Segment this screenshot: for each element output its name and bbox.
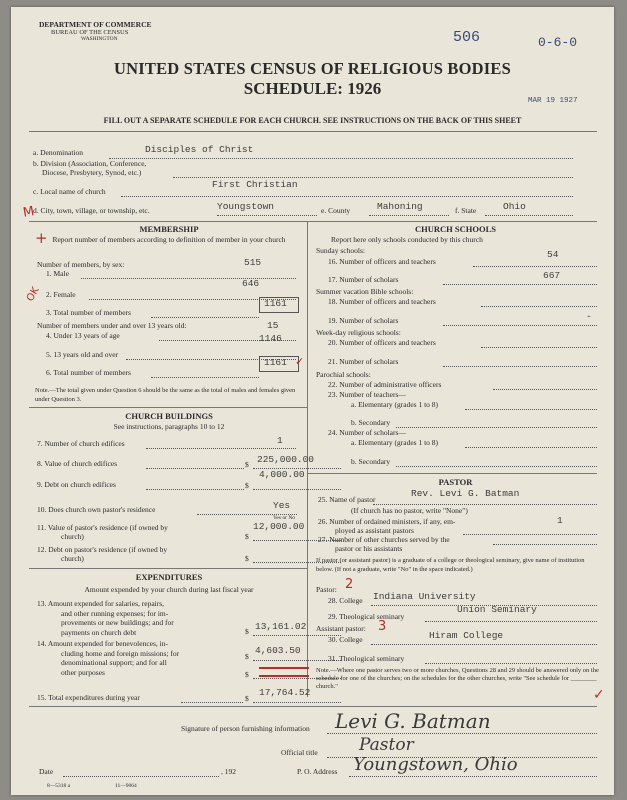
signature-handwritten: Levi G. Batman: [335, 709, 491, 733]
total-members-label-3: 3. Total number of members: [46, 308, 131, 317]
q30-value: Hiram College: [429, 630, 504, 641]
residence-value-amount: 12,000.00: [253, 521, 305, 532]
q28-label: 28. College: [328, 596, 363, 605]
form-code: 8—5318 a: [47, 783, 71, 789]
q19-value: -: [586, 311, 592, 322]
edifice-debt-amount: 4,000.00: [259, 469, 305, 480]
form-title: UNITED STATES CENSUS OF RELIGIOUS BODIES: [114, 59, 511, 78]
edifice-value-amount: 225,000.00: [257, 454, 315, 465]
pastor-name-label: 25. Name of pastor: [318, 495, 376, 504]
date-stamp: MAR 19 1927: [528, 97, 578, 105]
red-checkmark-members: ✓: [295, 355, 305, 368]
under-13-label: 4. Under 13 years of age: [46, 331, 120, 340]
q29-value: Union Seminary: [457, 604, 537, 615]
bureau-label: BUREAU OF THE CENSUS: [51, 29, 129, 36]
red-annotation-2: +: [35, 229, 48, 247]
over-13-value: 1146: [259, 333, 282, 344]
buildings-instruction: See instructions, paragraphs 10 to 12: [113, 422, 225, 431]
dollar-sign-12: $: [245, 554, 249, 563]
address-label: P. O. Address: [297, 767, 338, 776]
total-members-value-6: 1161: [264, 357, 287, 368]
under-13-value: 15: [267, 320, 279, 331]
residence-value-label: 11. Value of pastor's residence (if owned by church): [37, 523, 168, 541]
denomination-label: a. Denomination: [33, 148, 83, 157]
male-value: 515: [244, 257, 262, 268]
schools-intro: Report here only schools conducted by this church: [331, 235, 483, 244]
q20-label: 20. Number of officers and teachers: [328, 338, 436, 347]
red-annotation-assistant: 3: [378, 619, 387, 634]
signature-label: Signature of person furnishing information: [181, 724, 310, 733]
pastor-residence-value: Yes: [273, 500, 291, 511]
q24a-label: a. Elementary (grades 1 to 8): [351, 438, 439, 447]
expenditures-heading: EXPENDITURES: [135, 572, 203, 582]
total-members-label-6: 6. Total number of members: [46, 368, 131, 377]
ordained-value: 1: [557, 515, 563, 526]
female-value: 646: [242, 278, 260, 289]
total-expenditures-label: 15. Total expenditures during year: [37, 693, 140, 702]
expenses-amount: 13,161.02: [255, 621, 307, 632]
pastor-heading: PASTOR: [438, 477, 473, 487]
sunday-schools-label: Sunday schools:: [316, 246, 365, 255]
instruction-line: FILL OUT A SEPARATE SCHEDULE FOR EACH CHURCH. SEE INSTRUCTIONS ON THE BACK OF THIS SHEET: [103, 116, 522, 125]
ordained-label: 26. Number of ordained ministers, if any, em- ployed as assistant pastors: [318, 517, 456, 535]
weekday-schools-label: Week-day religious schools:: [316, 328, 401, 337]
date-label: Date: [39, 767, 54, 776]
print-code: 11—9064: [115, 783, 137, 789]
yes-or-no-hint: Yes or No: [273, 515, 296, 521]
over-13-label: 5. 13 years old and over: [46, 350, 119, 359]
city-label: WASHINGTON: [81, 36, 118, 42]
department-label: DEPARTMENT OF COMMERCE: [39, 20, 152, 29]
q17-value: 667: [543, 270, 561, 281]
code-stamp: 0-6-0: [538, 35, 578, 50]
dollar-sign-13: $: [245, 627, 249, 636]
document-number-stamp: 506: [453, 29, 481, 46]
female-label: 2. Female: [46, 290, 76, 299]
q28-value: Indiana University: [373, 591, 476, 602]
q16-label: 16. Number of officers and teachers: [328, 257, 436, 266]
q23-label: 23. Number of teachers—: [328, 390, 406, 399]
census-form: [11, 7, 614, 795]
red-checkmark-corner: ✓: [593, 687, 605, 703]
red-annotation-1: M: [21, 204, 36, 221]
expenditures-intro: Amount expended by your church during last fiscal year: [84, 585, 254, 594]
state-label: f. State: [455, 206, 477, 215]
church-name-label: c. Local name of church: [33, 187, 106, 196]
assistant-pastor-label: Assistant pastor:: [316, 624, 366, 633]
other-churches-label: 27. Number of other churches served by the pastor or his assistants: [318, 535, 450, 553]
red-annotation-pastor: 2: [345, 577, 354, 592]
q31-label: 31. Theological seminary: [328, 654, 405, 663]
q22-label: 22. Number of administrative officers: [328, 380, 442, 389]
schedule-title: SCHEDULE: 1926: [243, 79, 382, 98]
q24b-label: b. Secondary: [351, 457, 391, 466]
q30-label: 30. College: [328, 635, 363, 644]
vacation-schools-label: Summer vacation Bible schools:: [316, 287, 414, 296]
dollar-sign-11: $: [245, 532, 249, 541]
membership-note: Note.—The total given under Question 6 should be the same as the total of males and females given under Question 3.: [35, 387, 296, 403]
pastor-sub-label: Pastor:: [316, 585, 337, 594]
total-members-value-3: 1161: [264, 298, 287, 309]
q19-label: 19. Number of scholars: [328, 316, 399, 325]
q24-label: 24. Number of scholars—: [328, 428, 406, 437]
city-field-label: d. City, town, village, or township, etc.: [33, 206, 150, 215]
county-value: Mahoning: [377, 201, 423, 212]
q29-label: 29. Theological seminary: [328, 612, 405, 621]
address-value: Youngstown, Ohio: [353, 754, 518, 775]
pastor-residence-label: 10. Does church own pastor's residence: [37, 505, 156, 514]
pastor-note: Note.—Where one pastor serves two or more churches, Questions 28 and 29 should be answered only on the schedule for one of the churches; on the schedules for the other churches, write "See schedule for ________ church.": [316, 667, 599, 691]
denomination-value: Disciples of Christ: [145, 144, 254, 155]
total-expenditures-amount: 17,764.52: [259, 687, 311, 698]
edifice-debt-label: 9. Debt on church edifices: [37, 480, 116, 489]
county-label: e. County: [321, 206, 351, 215]
q17-label: 17. Number of scholars: [328, 275, 399, 284]
official-title-label: Official title: [281, 748, 318, 757]
city-value: Youngstown: [217, 201, 275, 212]
dollar-sign-14b: $: [245, 670, 249, 679]
expenses-label: 13. Amount expended for salaries, repairs, and other running expenses; for im- provements or new buildings; and for payments on church debt: [37, 599, 174, 637]
pastor-name-hint: (If church has no pastor, write "None"): [351, 506, 468, 515]
edifice-value-label: 8. Value of church edifices: [37, 459, 118, 468]
date-year: , 192: [221, 767, 236, 776]
dollar-sign-8: $: [245, 460, 249, 469]
q16-value: 54: [547, 249, 559, 260]
dollar-sign-15: $: [245, 694, 249, 703]
benevolences-label: 14. Amount expended for benevolences, in- cluding home and foreign missions; for denominational support; and for all other purposes: [37, 639, 180, 677]
dollar-sign-14a: $: [245, 652, 249, 661]
members-by-sex-label: Number of members, by sex:: [37, 260, 125, 269]
residence-debt-label: 12. Debt on pastor's residence (if owned by church): [37, 545, 168, 563]
q21-label: 21. Number of scholars: [328, 357, 399, 366]
buildings-heading: CHURCH BUILDINGS: [125, 411, 213, 421]
dollar-sign-9: $: [245, 481, 249, 490]
edifices-value: 1: [277, 435, 283, 446]
membership-heading: MEMBERSHIP: [139, 224, 199, 234]
male-label: 1. Male: [46, 269, 69, 278]
state-value: Ohio: [503, 201, 526, 212]
graduate-note: If pastor (or assistant pastor) is a graduate of a college or theological seminary, give name of institution below. (If not a graduate, write "No" in the space indicated.): [316, 557, 585, 573]
red-strikeout: [259, 667, 309, 677]
q18-label: 18. Number of officers and teachers: [328, 297, 436, 306]
parochial-schools-label: Parochial schools:: [316, 370, 371, 379]
q23b-label: b. Secondary: [351, 418, 391, 427]
division-label: b. Division (Association, Conference, Diocese, Presbytery, Synod, etc.): [33, 159, 147, 177]
pastor-name-value: Rev. Levi G. Batman: [411, 488, 520, 499]
church-name-value: First Christian: [212, 179, 298, 190]
red-annotation-3: OK: [24, 285, 42, 304]
q23a-label: a. Elementary (grades 1 to 8): [351, 400, 439, 409]
membership-intro: Report number of members according to definition of member in your church: [52, 235, 286, 244]
edifices-label: 7. Number of church edifices: [37, 439, 125, 448]
age-breakdown-label: Number of members under and over 13 years old:: [37, 321, 187, 330]
benevolences-amount: 4,603.50: [255, 645, 301, 656]
schools-heading: CHURCH SCHOOLS: [415, 224, 496, 234]
official-title-value: Pastor: [359, 735, 414, 755]
